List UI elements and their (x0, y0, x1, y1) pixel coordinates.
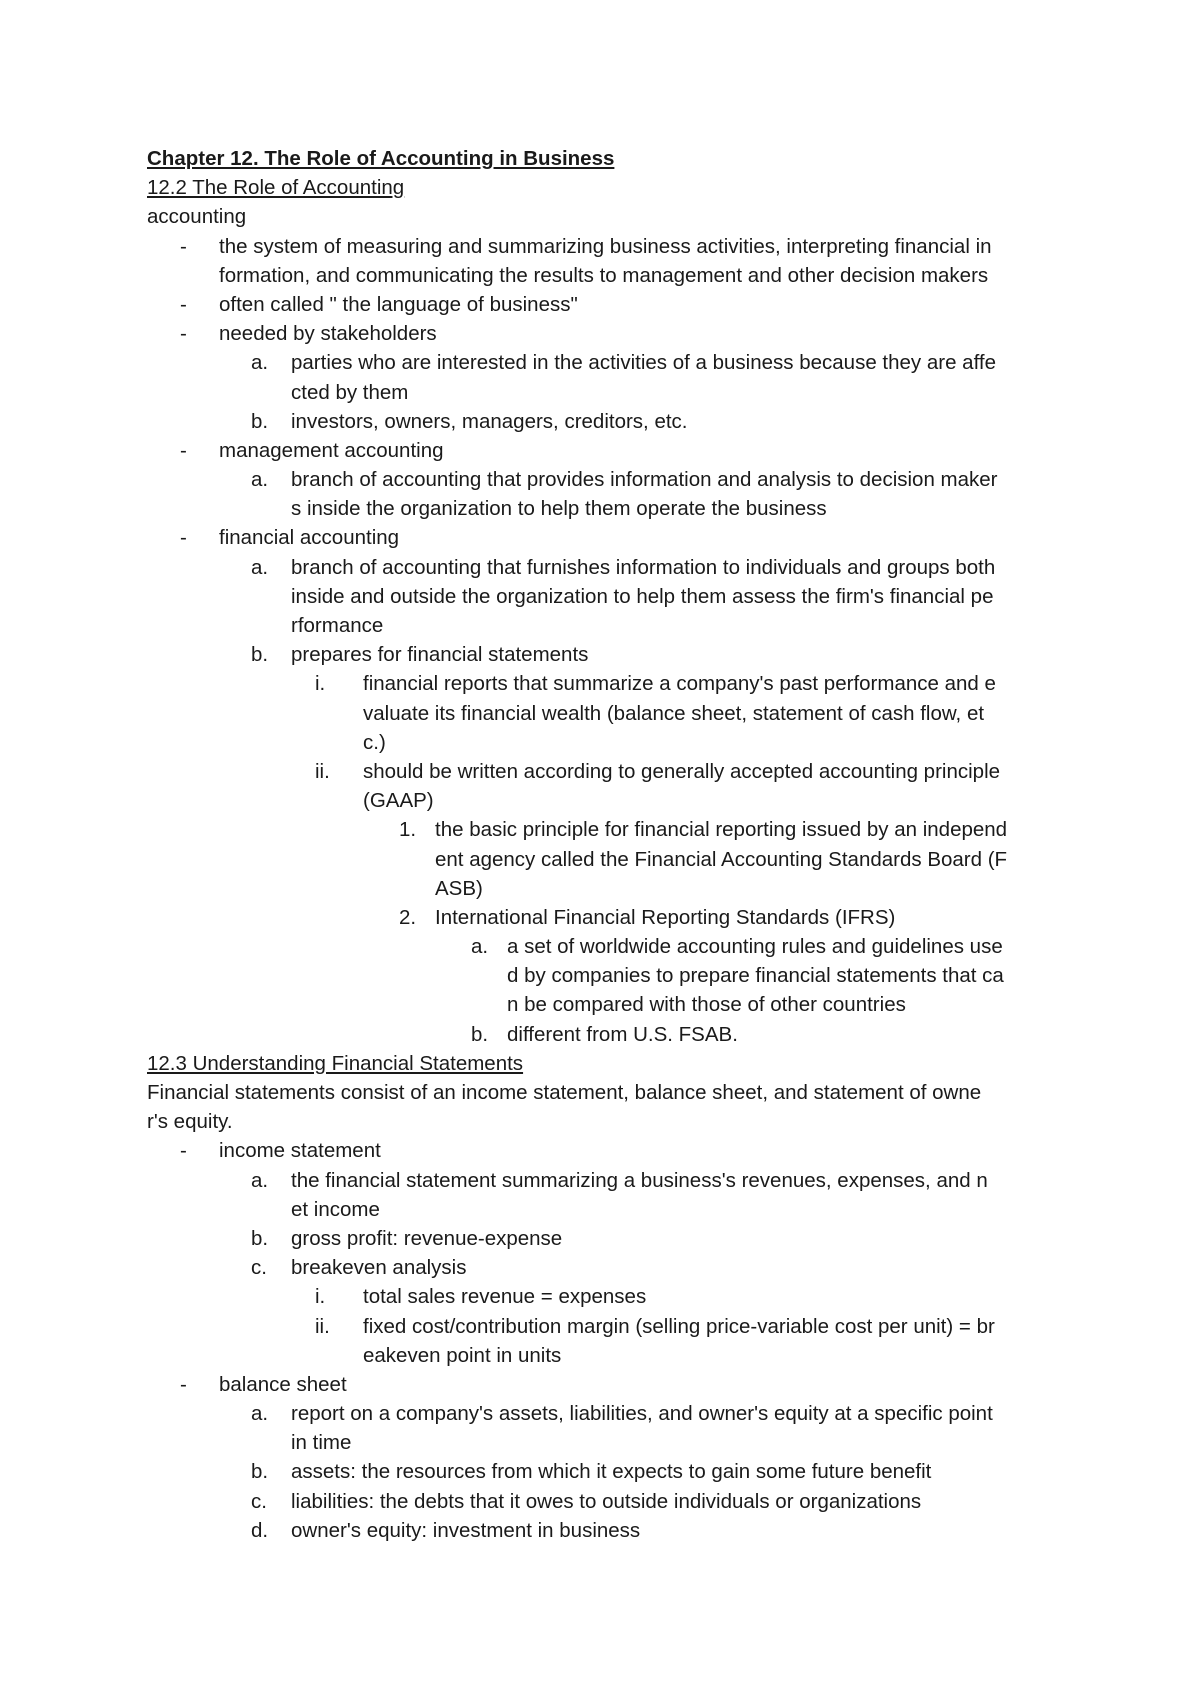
list-marker: b. (251, 643, 269, 667)
list-line (147, 1282, 1067, 1311)
line-text: report on a company's assets, liabilities, and owner's equity at a specific point (291, 1402, 993, 1426)
list-line (147, 202, 1067, 231)
list-line (147, 669, 1067, 698)
line-text: fixed cost/contribution margin (selling price-variable cost per unit) = br (363, 1314, 995, 1338)
list-line (147, 990, 1067, 1019)
list-line (147, 1078, 1067, 1107)
list-marker: - (180, 292, 187, 316)
list-line (147, 1312, 1067, 1341)
list-line (147, 1516, 1067, 1545)
section-heading (147, 1049, 1067, 1078)
list-line (147, 757, 1067, 786)
line-text: a set of worldwide accounting rules and guidelines use (507, 935, 1003, 959)
list-line (147, 582, 1067, 611)
line-text: eakeven point in units (363, 1343, 562, 1367)
line-text: rformance (291, 614, 384, 637)
line-text: branch of accounting that furnishes information to individuals and groups both (291, 555, 996, 579)
line-text: owner's equity: investment in business (291, 1518, 641, 1542)
list-line (147, 232, 1067, 261)
list-line (147, 1399, 1067, 1428)
document-body (147, 173, 1067, 1545)
list-marker: i. (315, 672, 326, 696)
line-text: gross profit: revenue-expense (291, 1226, 563, 1250)
line-text: often called " the language of business" (219, 292, 578, 316)
list-line (147, 845, 1067, 874)
list-line (147, 815, 1067, 844)
document-page (147, 144, 1067, 1545)
list-line (147, 961, 1067, 990)
list-marker: ii. (315, 1314, 330, 1338)
list-marker: b. (471, 1022, 489, 1046)
list-line (147, 1341, 1067, 1370)
list-marker: a. (251, 555, 269, 579)
line-text: balance sheet (219, 1372, 347, 1396)
list-marker: a. (251, 468, 269, 492)
line-text: assets: the resources from which it expects to gain some future benefit (291, 1460, 932, 1484)
list-marker: i. (315, 1285, 326, 1309)
list-marker: a. (251, 1168, 269, 1192)
line-text: needed by stakeholders (219, 322, 437, 346)
line-text: investors, owners, managers, creditors, etc. (291, 409, 688, 433)
list-line (147, 1457, 1067, 1486)
list-marker: a. (251, 1402, 269, 1426)
list-marker: - (180, 322, 187, 346)
line-text: prepares for financial statements (291, 643, 589, 667)
list-line (147, 699, 1067, 728)
line-text: formation, and communicating the results to management and other decision makers (219, 263, 989, 287)
list-marker: - (180, 526, 187, 550)
line-text: n be compared with those of other countries (507, 993, 906, 1017)
list-line (147, 903, 1067, 932)
section-heading-text: 12.3 Understanding Financial Statements (147, 1051, 524, 1075)
page-title: Chapter 12. The Role of Accounting in Business (147, 147, 615, 170)
list-line (147, 378, 1067, 407)
list-marker: - (180, 1139, 187, 1163)
list-line (147, 786, 1067, 815)
list-line (147, 1224, 1067, 1253)
line-text: breakeven analysis (291, 1256, 467, 1280)
line-text: c.) (363, 730, 386, 754)
list-line (147, 1487, 1067, 1516)
line-text: in time (291, 1431, 352, 1455)
line-text: ASB) (435, 876, 483, 900)
line-text: management accounting (219, 438, 444, 462)
list-marker: 1. (399, 818, 417, 842)
line-text: the system of measuring and summarizing business activities, interpreting financial in (219, 234, 992, 258)
list-line (147, 728, 1067, 757)
list-line (147, 261, 1067, 290)
list-line (147, 1166, 1067, 1195)
list-line (147, 932, 1067, 961)
line-text: income statement (219, 1139, 381, 1163)
list-line (147, 1428, 1067, 1457)
line-text: inside and outside the organization to help them assess the firm's financial pe (291, 584, 994, 608)
list-line (147, 1370, 1067, 1399)
line-text: d by companies to prepare financial statements that ca (507, 964, 1004, 988)
line-text: should be written according to generally accepted accounting principle (363, 759, 1001, 783)
list-marker: b. (251, 1460, 269, 1484)
list-marker: - (180, 234, 187, 258)
list-marker: b. (251, 1226, 269, 1250)
line-text: s inside the organization to help them operate the business (291, 497, 827, 521)
line-text: parties who are interested in the activities of a business because they are affe (291, 351, 997, 375)
list-marker: a. (471, 935, 489, 959)
list-marker: ii. (315, 759, 330, 783)
line-text: ent agency called the Financial Accounting Standards Board (F (435, 847, 1008, 871)
list-line (147, 465, 1067, 494)
list-line (147, 1107, 1067, 1136)
list-line (147, 494, 1067, 523)
line-text: (GAAP) (363, 789, 434, 813)
list-marker: b. (251, 409, 269, 433)
line-text: the basic principle for financial reporting issued by an independ (435, 818, 1008, 842)
list-marker: d. (251, 1518, 269, 1542)
list-marker: c. (251, 1489, 267, 1513)
list-line (147, 436, 1067, 465)
list-line (147, 1253, 1067, 1282)
list-line (147, 319, 1067, 348)
line-text: different from U.S. FSAB. (507, 1022, 738, 1046)
list-line (147, 874, 1067, 903)
list-line (147, 1020, 1067, 1049)
list-marker: - (180, 1372, 187, 1396)
line-text: branch of accounting that provides information and analysis to decision maker (291, 468, 998, 492)
line-text: et income (291, 1197, 380, 1221)
list-marker: a. (251, 351, 269, 375)
line-text: International Financial Reporting Standards (IFRS) (435, 905, 896, 929)
line-text: valuate its financial wealth (balance sheet, statement of cash flow, et (363, 701, 985, 725)
section-heading-text: 12.2 The Role of Accounting (147, 176, 405, 200)
line-text: cted by them (291, 380, 409, 404)
line-text: Financial statements consist of an income statement, balance sheet, and statement of owne (147, 1081, 982, 1104)
list-line (147, 611, 1067, 640)
list-marker: - (180, 438, 187, 462)
line-text: accounting (147, 205, 247, 229)
line-text: financial reports that summarize a company's past performance and e (363, 672, 996, 696)
list-line (147, 407, 1067, 436)
line-text: liabilities: the debts that it owes to outside individuals or organizations (291, 1489, 922, 1513)
section-heading (147, 173, 1067, 202)
list-line (147, 1195, 1067, 1224)
list-line (147, 348, 1067, 377)
list-line (147, 640, 1067, 669)
list-line (147, 1136, 1067, 1165)
list-marker: 2. (399, 905, 417, 929)
line-text: r's equity. (147, 1110, 233, 1134)
list-marker: c. (251, 1256, 267, 1280)
list-line (147, 290, 1067, 319)
line-text: total sales revenue = expenses (363, 1285, 647, 1309)
list-line (147, 553, 1067, 582)
line-text: the financial statement summarizing a business's revenues, expenses, and n (291, 1168, 988, 1192)
list-line (147, 523, 1067, 552)
line-text: financial accounting (219, 526, 400, 550)
